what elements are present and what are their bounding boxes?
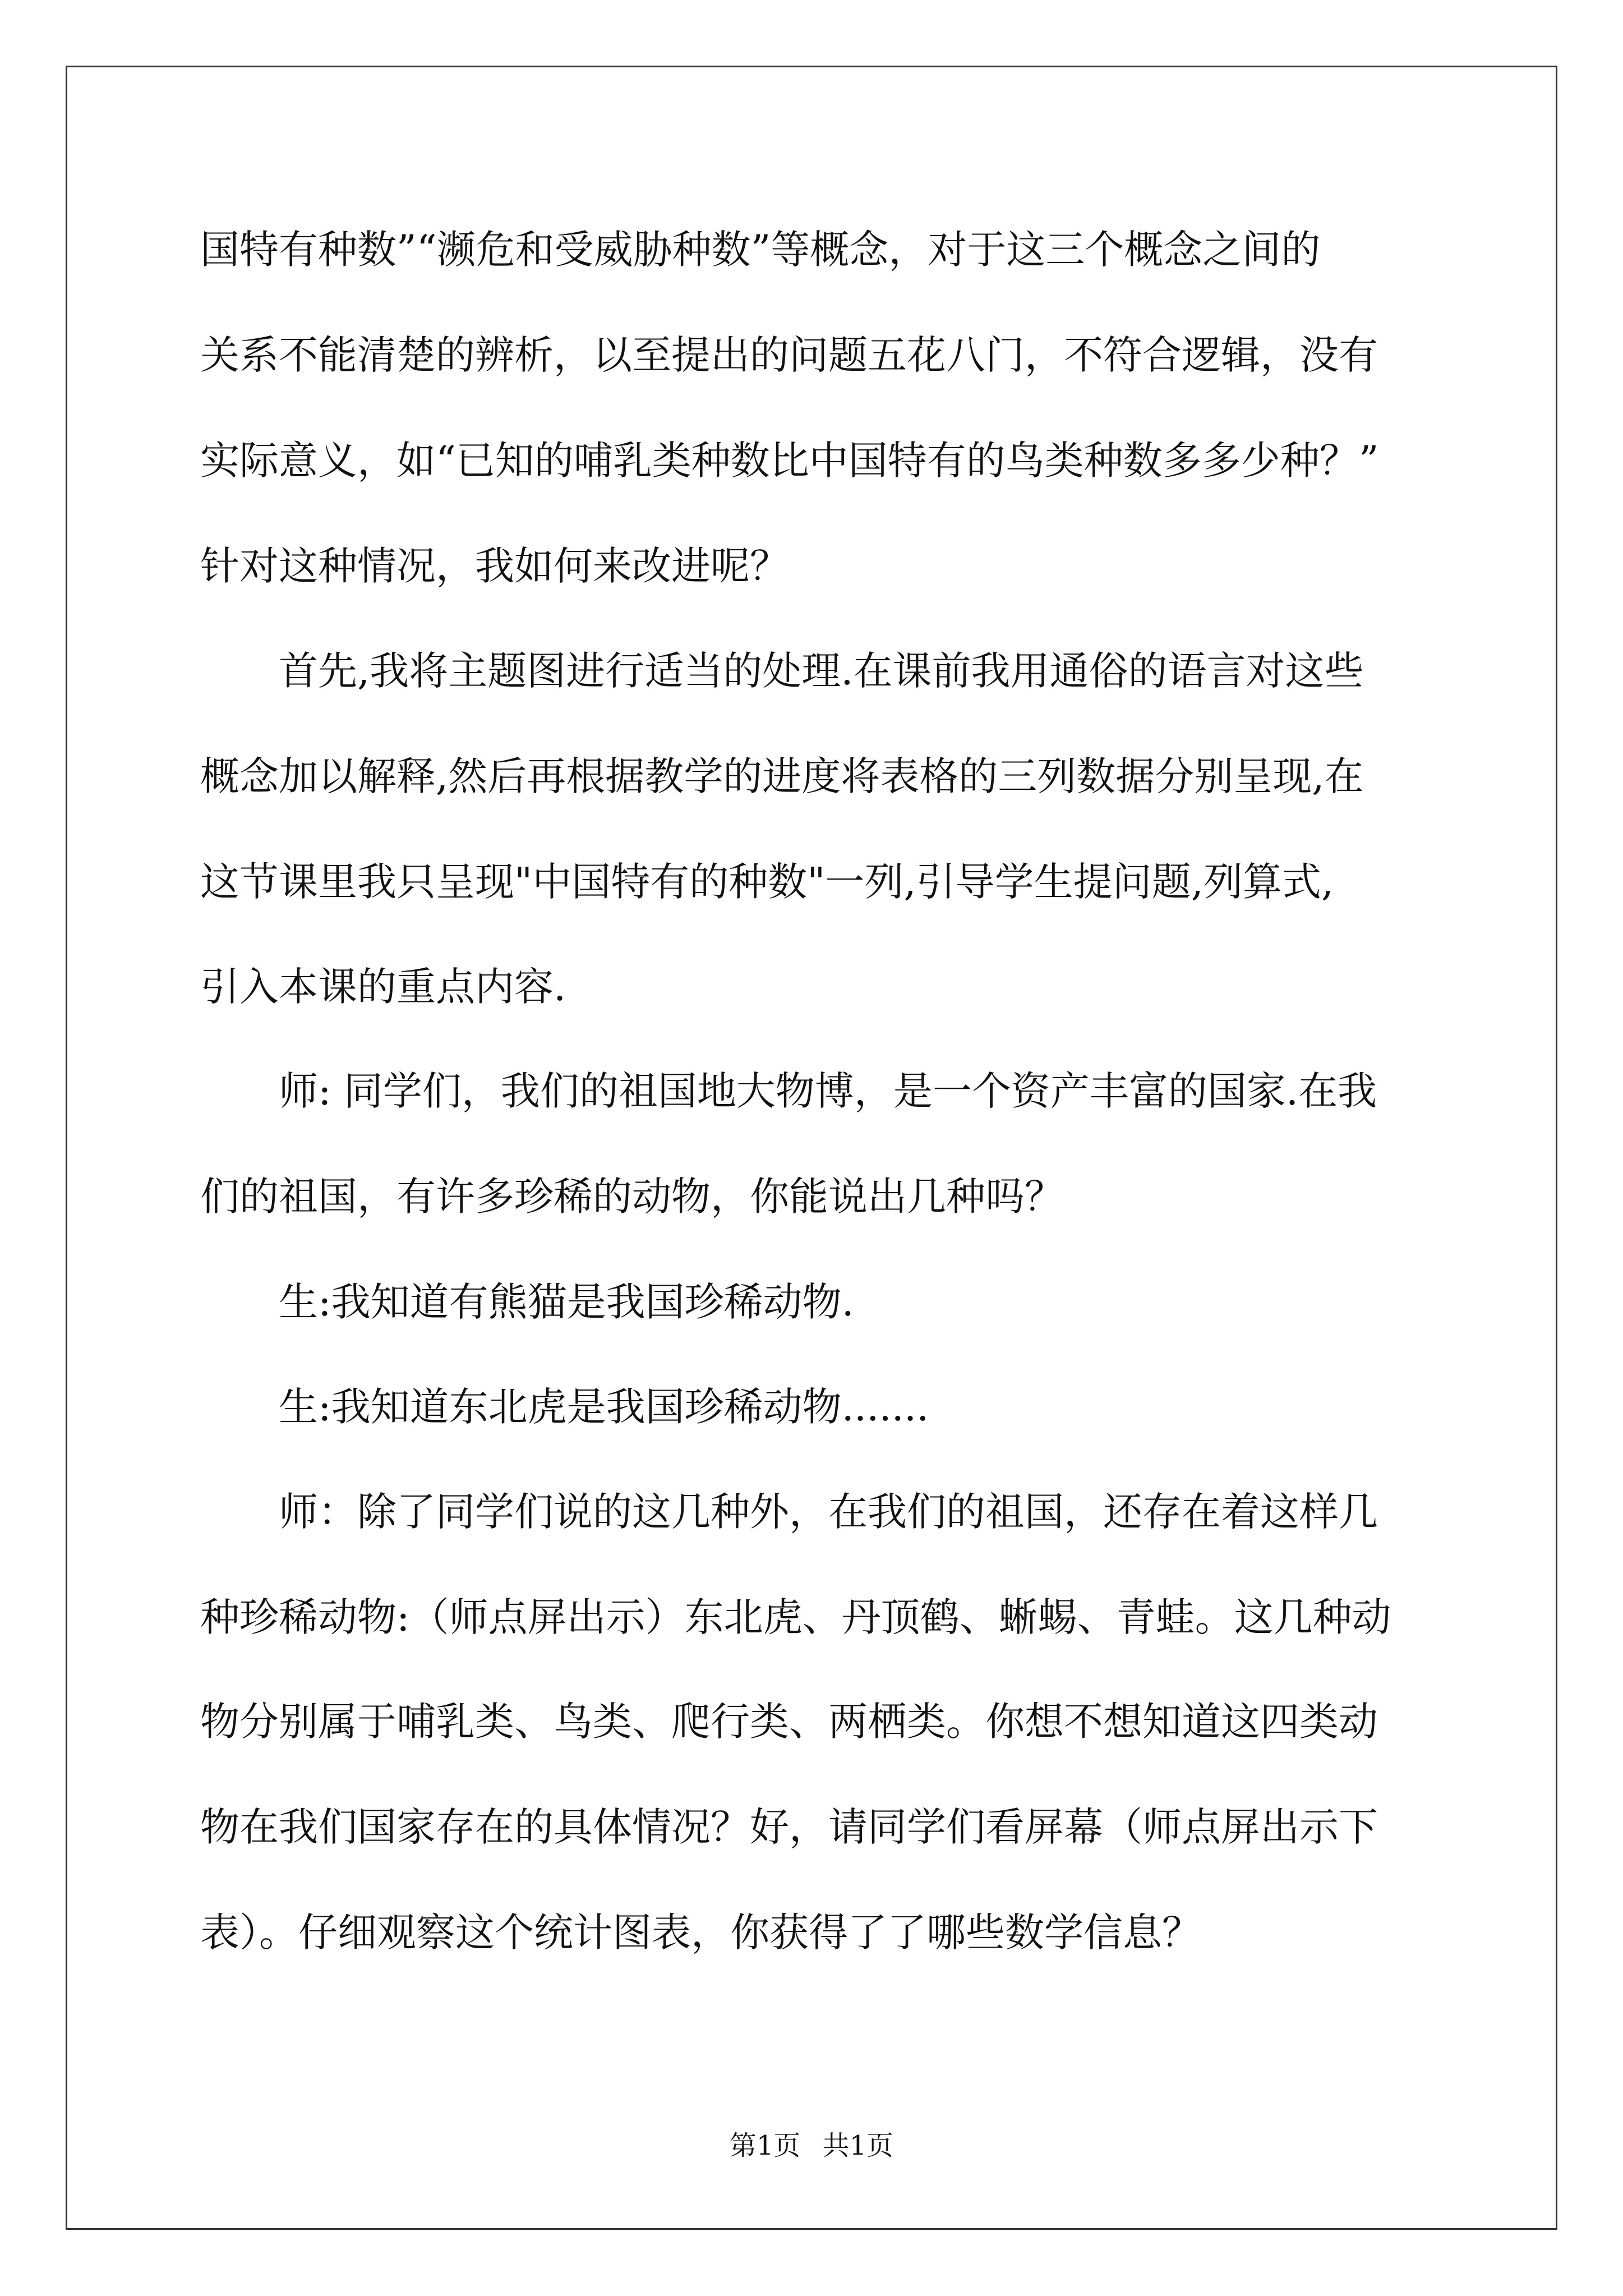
paragraph-5-line-3: 物在我们国家存在的具体情况？好，请同学们看屏幕（师点屏出示下 [200,1804,1378,1850]
paragraph-5-line-0: 师：除了同学们说的这几种外，在我们的祖国，还存在着这样几 [279,1489,1378,1535]
paragraph-5-line-4: 表）。仔细观察这个统计图表，你获得了了哪些数学信息？ [200,1910,1201,1955]
paragraph-4-line-0: 生:我知道东北虎是我国珍稀动物....... [279,1384,929,1430]
paragraph-1-line-0: 首先,我将主题图进行适当的处理.在课前我用通俗的语言对这些 [279,648,1364,694]
paragraph-1-line-1: 概念加以解释,然后再根据教学的进度将表格的三列数据分别呈现,在 [200,753,1364,799]
page-total: 共1页 [822,2130,894,2161]
paragraph-1-line-2: 这节课里我只呈现"中国特有的种数"一列,引导学生提问题,列算式, [200,859,1334,905]
paragraph-3-line-0: 生:我知道有熊猫是我国珍稀动物. [279,1279,854,1325]
paragraph-5-line-2: 物分别属于哺乳类、鸟类、爬行类、两栖类。你想不想知道这四类动 [200,1699,1378,1745]
page-current: 第1页 [729,2130,801,2161]
paragraph-0-line-3: 针对这种情况，我如何来改进呢？ [200,543,789,589]
paragraph-0-line-1: 关系不能清楚的辨析，以至提出的问题五花八门，不符合逻辑，没有 [200,332,1378,378]
page-footer [0,2129,1623,2162]
paragraph-5-line-1: 种珍稀动物:（师点屏出示）东北虎、丹顶鹤、蜥蜴、青蛙。这几种动 [200,1594,1391,1640]
paragraph-2-line-0: 师: 同学们，我们的祖国地大物博，是一个资产丰富的国家.在我 [279,1068,1377,1114]
paragraph-1-line-3: 引入本课的重点内容. [200,964,566,1010]
paragraph-0-line-2: 实际意义，如“已知的哺乳类种数比中国特有的鸟类种数多多少种？” [200,438,1379,484]
paragraph-2-line-1: 们的祖国，有许多珍稀的动物，你能说出几种吗？ [200,1174,1064,1220]
paragraph-0-line-0: 国特有种数”“濒危和受威胁种数”等概念，对于这三个概念之间的 [200,227,1321,273]
page-border [66,66,1557,2230]
